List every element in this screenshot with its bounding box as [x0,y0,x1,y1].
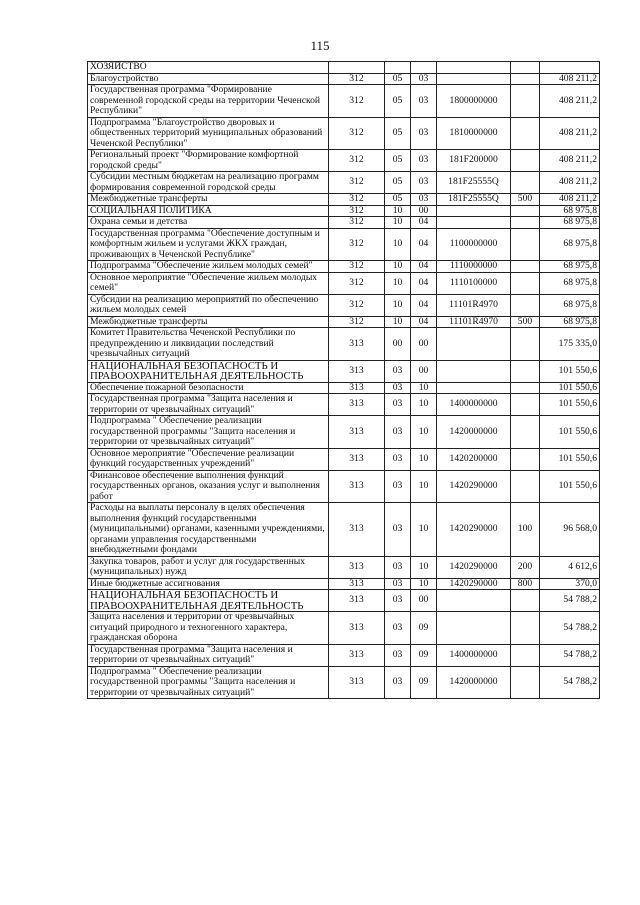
cell-subsection: 03 [411,117,437,150]
cell-expense-type [511,85,540,118]
cell-subsection: 03 [411,172,437,194]
table-row [88,590,600,612]
cell-target-article: 1400000000 [437,394,511,416]
table-row [88,194,600,206]
cell-section: 03 [385,590,411,612]
cell-expense-type [511,217,540,229]
cell-expense-type [511,228,540,261]
cell-ministry-code: 313 [329,470,385,503]
cell-target-article: 181F200000 [437,150,511,172]
cell-ministry-code: 313 [329,360,385,382]
cell-section: 10 [385,272,411,294]
cell-target-article [437,217,511,229]
cell-expense-type [511,644,540,666]
cell-subsection: 10 [411,394,437,416]
table-row [88,382,600,394]
table-row [88,228,600,261]
cell-ministry-code: 312 [329,172,385,194]
cell-name: Подпрограмма " Обеспечение реализации государственной программы "Защита населения и территории от чрезвычайных ситуаций" [88,416,329,449]
cell-expense-type [511,272,540,294]
table-row [88,556,600,578]
cell-target-article [437,360,511,382]
cell-name: Основное мероприятие "Обеспечение реализации функций государственных учреждений" [88,448,329,470]
cell-ministry-code: 312 [329,117,385,150]
table-row [88,328,600,361]
cell-section: 00 [385,328,411,361]
cell-ministry-code: 312 [329,316,385,328]
cell-amount [540,62,600,74]
cell-target-article [437,612,511,645]
cell-expense-type [511,590,540,612]
cell-name: Защита населения и территории от чрезвычайных ситуаций природного и техногенного характера, гражданская оборона [88,612,329,645]
cell-section: 03 [385,556,411,578]
cell-amount: 101 550,6 [540,470,600,503]
cell-subsection: 10 [411,448,437,470]
cell-subsection: 03 [411,194,437,206]
cell-section: 03 [385,394,411,416]
cell-section: 03 [385,612,411,645]
cell-section: 10 [385,261,411,273]
cell-name: Комитет Правительства Чеченской Республики по предупреждению и ликвидации последствий чрезвычайных ситуаций [88,328,329,361]
cell-subsection: 10 [411,503,437,557]
cell-subsection [411,62,437,74]
table-row [88,416,600,449]
cell-section: 05 [385,73,411,85]
cell-expense-type [511,150,540,172]
cell-target-article [437,62,511,74]
cell-section: 05 [385,194,411,206]
cell-name: Государственная программа "Формирование современной городской среды на территории Чеченской Республики" [88,85,329,118]
cell-expense-type [511,328,540,361]
cell-amount: 68 975,8 [540,294,600,316]
cell-target-article: 1800000000 [437,85,511,118]
table-row [88,316,600,328]
cell-name: Государственная программа "Защита населения и территории от чрезвычайных ситуаций" [88,644,329,666]
cell-name: НАЦИОНАЛЬНАЯ БЕЗОПАСНОСТЬ И ПРАВООХРАНИТЕЛЬНАЯ ДЕЯТЕЛЬНОСТЬ [88,590,329,612]
cell-target-article: 1420000000 [437,416,511,449]
cell-target-article: 1810000000 [437,117,511,150]
cell-subsection: 04 [411,316,437,328]
cell-expense-type [511,394,540,416]
cell-name: Обеспечение пожарной безопасности [88,382,329,394]
cell-ministry-code: 312 [329,205,385,217]
cell-expense-type [511,261,540,273]
table-row [88,666,600,699]
cell-name: Субсидии на реализацию мероприятий по обеспечению жильем молодых семей [88,294,329,316]
cell-name: Подпрограмма "Обеспечение жильем молодых семей" [88,261,329,273]
cell-section [385,62,411,74]
cell-section: 10 [385,228,411,261]
cell-expense-type [511,666,540,699]
cell-name: Расходы на выплаты персоналу в целях обеспечения выполнения функций государственными (муниципальными) органами, казенными учреждениями, органами управления государственными внебюджетными фондами [88,503,329,557]
table-body [88,62,600,699]
table-row [88,172,600,194]
cell-name: Межбюджетные трансферты [88,316,329,328]
cell-ministry-code: 312 [329,194,385,206]
cell-amount: 408 211,2 [540,73,600,85]
page-number: 115 [310,38,330,53]
cell-amount: 101 550,6 [540,448,600,470]
cell-section: 03 [385,448,411,470]
cell-name: СОЦИАЛЬНАЯ ПОЛИТИКА [88,205,329,217]
cell-ministry-code: 312 [329,85,385,118]
cell-subsection: 09 [411,612,437,645]
table-row [88,612,600,645]
cell-subsection: 09 [411,666,437,699]
table-row [88,394,600,416]
cell-ministry-code: 312 [329,228,385,261]
cell-name: Финансовое обеспечение выполнения функций государственных органов, оказания услуг и выполнения работ [88,470,329,503]
cell-name: Охрана семьи и детства [88,217,329,229]
cell-section: 03 [385,578,411,590]
cell-expense-type [511,62,540,74]
cell-amount: 101 550,6 [540,382,600,394]
cell-target-article: 1100000000 [437,228,511,261]
cell-ministry-code: 313 [329,612,385,645]
cell-expense-type [511,382,540,394]
cell-name: Подпрограмма "Благоустройство дворовых и общественных территорий муниципальных образований Чеченской Республики" [88,117,329,150]
cell-ministry-code: 313 [329,394,385,416]
cell-ministry-code: 312 [329,261,385,273]
cell-amount: 101 550,6 [540,394,600,416]
cell-section: 05 [385,85,411,118]
cell-subsection: 04 [411,228,437,261]
cell-ministry-code: 313 [329,590,385,612]
cell-expense-type: 200 [511,556,540,578]
cell-amount: 54 788,2 [540,666,600,699]
cell-section: 10 [385,294,411,316]
cell-expense-type [511,448,540,470]
cell-ministry-code: 313 [329,666,385,699]
cell-target-article [437,205,511,217]
cell-target-article [437,73,511,85]
cell-subsection: 04 [411,261,437,273]
cell-name: ХОЗЯЙСТВО [88,62,329,74]
cell-expense-type [511,172,540,194]
cell-amount: 54 788,2 [540,612,600,645]
cell-target-article [437,382,511,394]
cell-ministry-code: 313 [329,578,385,590]
table-row [88,470,600,503]
table-row [88,578,600,590]
cell-ministry-code: 313 [329,503,385,557]
cell-expense-type: 800 [511,578,540,590]
cell-subsection: 10 [411,416,437,449]
cell-target-article: 1400000000 [437,644,511,666]
cell-target-article: 1420290000 [437,470,511,503]
cell-subsection: 09 [411,644,437,666]
cell-subsection: 10 [411,578,437,590]
cell-amount: 68 975,8 [540,316,600,328]
cell-expense-type [511,73,540,85]
cell-ministry-code: 312 [329,294,385,316]
table-row [88,448,600,470]
cell-amount: 408 211,2 [540,194,600,206]
cell-amount: 68 975,8 [540,217,600,229]
cell-expense-type [511,470,540,503]
cell-ministry-code: 313 [329,416,385,449]
table-row [88,150,600,172]
cell-name: Региональный проект "Формирование комфортной городской среды" [88,150,329,172]
table-row [88,294,600,316]
cell-subsection: 03 [411,150,437,172]
cell-subsection: 00 [411,205,437,217]
cell-target-article: 1420290000 [437,503,511,557]
cell-expense-type: 100 [511,503,540,557]
cell-amount: 408 211,2 [540,85,600,118]
cell-target-article: 1420290000 [437,578,511,590]
cell-name: Благоустройство [88,73,329,85]
cell-target-article: 1110100000 [437,272,511,294]
cell-expense-type [511,117,540,150]
cell-section: 10 [385,217,411,229]
cell-section: 03 [385,644,411,666]
cell-section: 10 [385,316,411,328]
cell-amount: 408 211,2 [540,150,600,172]
cell-expense-type [511,612,540,645]
table-row [88,73,600,85]
cell-name: Основное мероприятие "Обеспечение жильем молодых семей" [88,272,329,294]
cell-ministry-code: 312 [329,73,385,85]
cell-subsection: 04 [411,294,437,316]
cell-target-article: 1420200000 [437,448,511,470]
cell-ministry-code: 312 [329,217,385,229]
cell-subsection: 03 [411,73,437,85]
cell-target-article: 11101R4970 [437,316,511,328]
table-row [88,503,600,557]
cell-section: 05 [385,172,411,194]
cell-subsection: 00 [411,360,437,382]
cell-target-article [437,328,511,361]
table-row [88,217,600,229]
cell-amount: 68 975,8 [540,228,600,261]
cell-expense-type: 500 [511,194,540,206]
cell-subsection: 10 [411,470,437,503]
cell-amount: 101 550,6 [540,416,600,449]
cell-section: 03 [385,503,411,557]
cell-ministry-code: 313 [329,382,385,394]
cell-expense-type [511,294,540,316]
cell-amount: 54 788,2 [540,644,600,666]
cell-subsection: 00 [411,328,437,361]
cell-amount: 4 612,6 [540,556,600,578]
cell-target-article: 1110000000 [437,261,511,273]
table-row [88,205,600,217]
cell-ministry-code: 313 [329,644,385,666]
cell-section: 03 [385,416,411,449]
cell-section: 03 [385,470,411,503]
cell-expense-type [511,416,540,449]
cell-section: 10 [385,205,411,217]
cell-amount: 101 550,6 [540,360,600,382]
budget-table [87,61,600,699]
cell-name: Государственная программа "Обеспечение доступным и комфортным жильем и услугами ЖКХ граждан, проживающих в Чеченской Республике" [88,228,329,261]
cell-subsection: 03 [411,85,437,118]
cell-target-article [437,590,511,612]
cell-ministry-code: 313 [329,448,385,470]
cell-section: 05 [385,150,411,172]
table-row [88,62,600,74]
cell-expense-type: 500 [511,316,540,328]
table-row [88,360,600,382]
cell-amount: 96 568,0 [540,503,600,557]
cell-amount: 175 335,0 [540,328,600,361]
cell-ministry-code [329,62,385,74]
table-row [88,644,600,666]
cell-name: НАЦИОНАЛЬНАЯ БЕЗОПАСНОСТЬ И ПРАВООХРАНИТЕЛЬНАЯ ДЕЯТЕЛЬНОСТЬ [88,360,329,382]
table-row [88,272,600,294]
cell-amount: 68 975,8 [540,205,600,217]
cell-amount: 68 975,8 [540,272,600,294]
cell-section: 05 [385,117,411,150]
cell-subsection: 10 [411,382,437,394]
table-row [88,117,600,150]
cell-name: Государственная программа "Защита населения и территории от чрезвычайных ситуаций" [88,394,329,416]
cell-section: 03 [385,360,411,382]
table-row [88,85,600,118]
cell-subsection: 00 [411,590,437,612]
cell-name: Субсидии местным бюджетам на реализацию программ формирования современной городской среды [88,172,329,194]
cell-amount: 370,0 [540,578,600,590]
cell-ministry-code: 312 [329,150,385,172]
cell-expense-type [511,205,540,217]
table-row [88,261,600,273]
cell-subsection: 10 [411,556,437,578]
cell-target-article: 1420290000 [437,556,511,578]
cell-ministry-code: 313 [329,328,385,361]
cell-ministry-code: 313 [329,556,385,578]
cell-target-article: 1420000000 [437,666,511,699]
cell-amount: 54 788,2 [540,590,600,612]
cell-name: Иные бюджетные ассигнования [88,578,329,590]
cell-section: 03 [385,382,411,394]
cell-target-article: 181F25555Q [437,172,511,194]
cell-amount: 68 975,8 [540,261,600,273]
cell-target-article: 11101R4970 [437,294,511,316]
cell-subsection: 04 [411,272,437,294]
cell-target-article: 181F25555Q [437,194,511,206]
cell-amount: 408 211,2 [540,117,600,150]
cell-subsection: 04 [411,217,437,229]
cell-name: Межбюджетные трансферты [88,194,329,206]
cell-name: Подпрограмма " Обеспечение реализации государственной программы "Защита населения и территории от чрезвычайных ситуаций" [88,666,329,699]
cell-section: 03 [385,666,411,699]
cell-ministry-code: 312 [329,272,385,294]
cell-expense-type [511,360,540,382]
cell-amount: 408 211,2 [540,172,600,194]
cell-name: Закупка товаров, работ и услуг для государственных (муниципальных) нужд [88,556,329,578]
